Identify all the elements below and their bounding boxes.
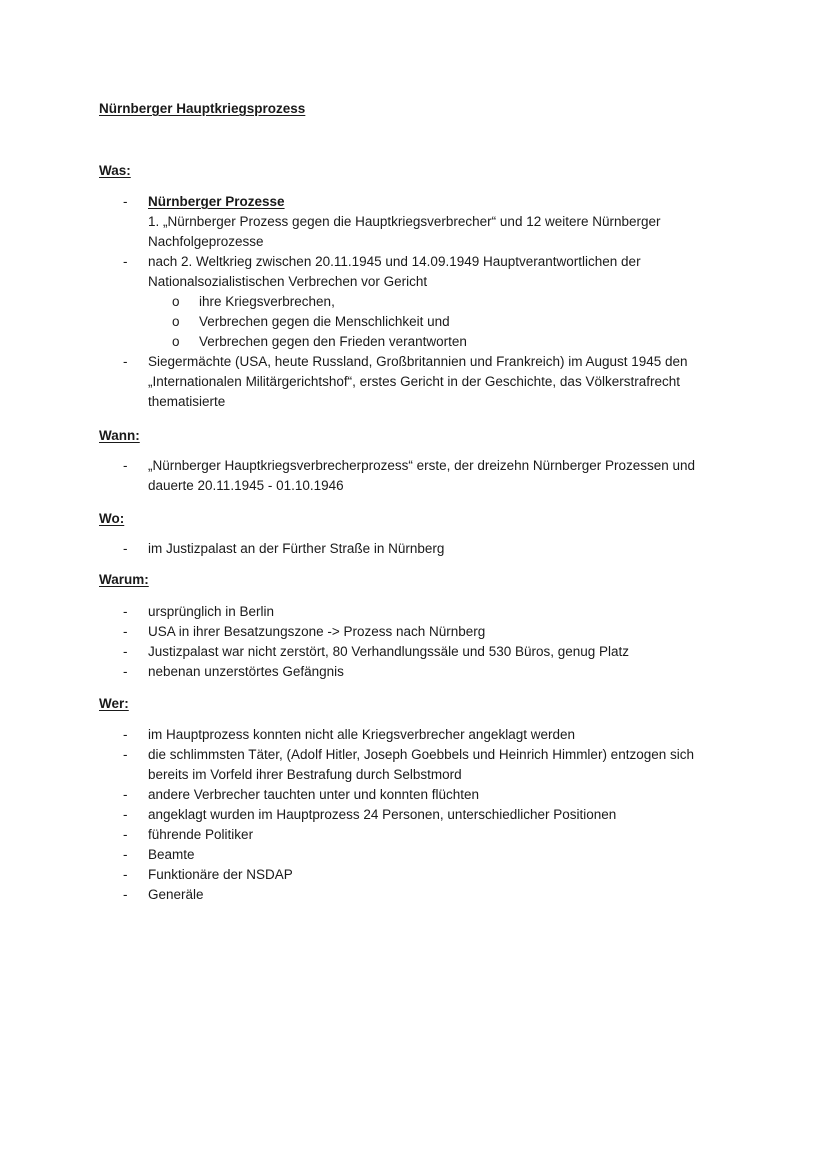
item-text: Justizpalast war nicht zerstört, 80 Verhandlungssäle und 530 Büros, genug Platz [148,644,630,659]
list-item [0,602,748,622]
list-item [0,825,748,845]
dash-bullet: - [123,887,128,902]
item-text: nebenan unzerstörtes Gefängnis [148,664,344,679]
list-wann [0,456,828,496]
item-text: Funktionäre der NSDAP [148,867,293,882]
heading-was: Was: [99,163,131,178]
item-text: thematisierte [148,394,226,409]
dash-bullet: - [123,604,128,619]
item-text: angeklagt wurden im Hauptprozess 24 Personen, unterschiedlicher Positionen [148,807,617,822]
item-text: „Nürnberger Hauptkriegsverbrecherprozess“ erste, der dreizehn Nürnberger Prozessen und [148,458,696,473]
list-item [0,725,748,745]
document-title: Nürnberger Hauptkriegsprozess [99,101,306,116]
dash-bullet: - [123,727,128,742]
dash-bullet: - [123,541,128,556]
item-text: Beamte [148,847,195,862]
dash-bullet: - [123,807,128,822]
list-wer [0,725,828,905]
heading-wo: Wo: [99,511,125,526]
dash-bullet: - [123,354,128,369]
heading-wann: Wann: [99,428,140,443]
item-text: bereits im Vorfeld ihrer Bestrafung durch Selbstmord [148,767,462,782]
sub-item-text: ihre Kriegsverbrechen, [199,294,335,309]
sub-list-item [0,312,759,332]
list-warum [0,602,828,682]
list-item [0,745,748,785]
list-item [0,845,748,865]
circle-bullet: o [172,334,180,349]
item-text: dauerte 20.11.1945 - 01.10.1946 [148,478,344,493]
dash-bullet: - [123,624,128,639]
dash-bullet: - [123,787,128,802]
list-item [0,865,748,885]
list-item [0,805,748,825]
dash-bullet: - [123,254,128,269]
circle-bullet: o [172,314,180,329]
list-wo [0,539,828,559]
heading-warum: Warum: [99,572,149,587]
dash-bullet: - [123,747,128,762]
subsection-title: Nürnberger Prozesse [148,194,285,209]
heading-wer: Wer: [99,696,129,711]
item-text: im Justizpalast an der Fürther Straße in Nürnberg [148,541,445,556]
sub-list-item [0,292,759,312]
list-item [0,192,748,252]
dash-bullet: - [123,664,128,679]
item-text: die schlimmsten Täter, (Adolf Hitler, Joseph Goebbels und Heinrich Himmler) entzogen sich [148,747,694,762]
item-text: Nationalsozialistischen Verbrechen vor Gericht [148,274,428,289]
list-item [0,456,748,496]
dash-bullet: - [123,847,128,862]
list-was [0,192,828,412]
list-item [0,622,748,642]
list-item [0,252,748,292]
item-text: „Internationalen Militärgerichtshof“, erstes Gericht in der Geschichte, das Völkerstrafrecht [148,374,680,389]
item-text: 1. „Nürnberger Prozess gegen die Hauptkriegsverbrecher“ und 12 weitere Nürnberger [148,214,661,229]
item-text: im Hauptprozess konnten nicht alle Kriegsverbrecher angeklagt werden [148,727,575,742]
item-text: andere Verbrecher tauchten unter und konnten flüchten [148,787,479,802]
dash-bullet: - [123,458,128,473]
sub-list-item [0,332,759,352]
list-item [0,642,748,662]
item-text: USA in ihrer Besatzungszone -> Prozess nach Nürnberg [148,624,486,639]
circle-bullet: o [172,294,180,309]
sub-item-text: Verbrechen gegen die Menschlichkeit und [199,314,450,329]
list-item [0,662,748,682]
item-text: Generäle [148,887,204,902]
item-text: Siegermächte (USA, heute Russland, Großbritannien und Frankreich) im August 1945 den [148,354,688,369]
item-text: ursprünglich in Berlin [148,604,275,619]
item-text: führende Politiker [148,827,254,842]
list-item [0,785,748,805]
dash-bullet: - [123,644,128,659]
dash-bullet: - [123,194,128,209]
item-text: Nachfolgeprozesse [148,234,264,249]
sub-item-text: Verbrechen gegen den Frieden verantworten [199,334,467,349]
dash-bullet: - [123,867,128,882]
dash-bullet: - [123,827,128,842]
list-item [0,352,748,412]
list-item [0,885,748,905]
item-text: nach 2. Weltkrieg zwischen 20.11.1945 und 14.09.1949 Hauptverantwortlichen der [148,254,641,269]
list-item [0,539,748,559]
